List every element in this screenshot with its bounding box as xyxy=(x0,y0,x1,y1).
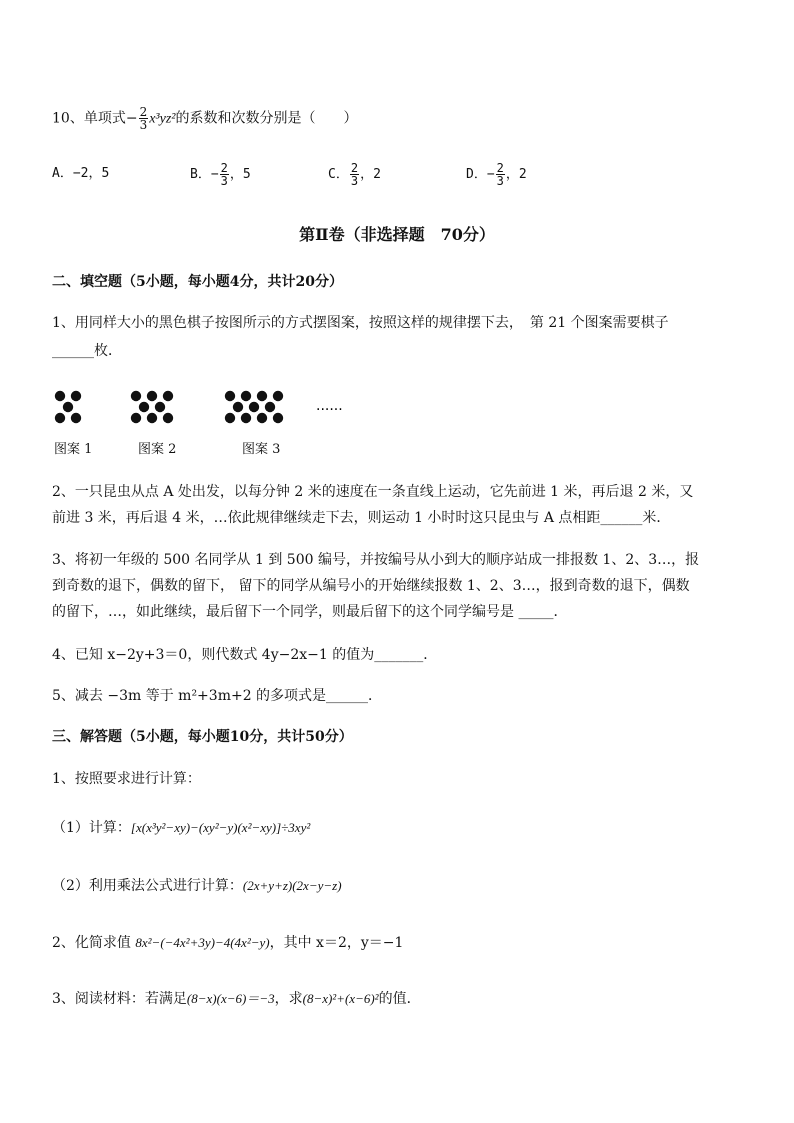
option-a: A．−2，5 xyxy=(52,166,110,181)
fill-q5: 5、减去 −3m 等于 m²+3m+2 的多项式是______． xyxy=(52,688,383,704)
solve-q1-part2-expression: (2x+y+z)(2x−y−z) xyxy=(242,878,342,893)
solve-q1-part2 xyxy=(52,876,342,896)
option-b: B．− $\frac{2}{3}$ ，5 xyxy=(190,161,251,188)
solve-q3-target: (8−x)²+(x−6)² xyxy=(302,991,379,1006)
pattern-2-dots xyxy=(131,391,173,423)
fill-q3-line2: 到奇数的退下，偶数的留下， 留下的同学从编号小的开始继续报数 1、2、3…，报到奇数的退下，偶数 xyxy=(52,578,690,594)
pattern-caption-3: 图案 3 xyxy=(242,442,281,457)
pattern-ellipsis: ······ xyxy=(316,402,343,418)
solve-q1-part1-label: （1）计算： xyxy=(52,820,131,836)
solve-q3-condition: (8−x)(x−6)＝−3 xyxy=(186,991,275,1006)
pattern-3-dots xyxy=(225,391,283,423)
fill-q1-line1: 1、用同样大小的黑色棋子按图所示的方式摆图案，按照这样的规律摆下去， 第 21 个图案需要棋子 xyxy=(52,315,669,331)
solve-q2-expression: 8x²−(−4x²+3y)−4(4x²−y) xyxy=(135,935,270,950)
fill-q3-line3: 的留下，…，如此继续，最后留下一个同学，则最后留下的这个同学编号是 _____． xyxy=(52,604,568,620)
part-2-title: 第Ⅱ卷（非选择题 70分） xyxy=(299,225,495,244)
solve-q1-part1-expression: [x(x³y²−xy)−(xy²−y)(x²−xy)]÷3xy² xyxy=(130,820,311,835)
solve-q2-label: 2、化简求值 xyxy=(52,935,131,951)
solve-q1: 1、按照要求进行计算： xyxy=(52,771,201,787)
fill-q2-line1: 2、一只昆虫从点 A 处出发，以每分钟 2 米的速度在一条直线上运动，它先前进 1 米，再后退 2 米，又 xyxy=(52,484,694,500)
question-10 xyxy=(52,106,357,131)
solve-q3-label: 3、阅读材料：若满足 xyxy=(52,991,187,1007)
solve-q3-mid: ，求 xyxy=(274,991,303,1007)
option-d: D．− $\frac{2}{3}$ ，2 xyxy=(466,161,527,188)
q10-suffix: 的系数和次数分别是（ ） xyxy=(175,110,358,127)
q10-prefix: 10、单项式 xyxy=(52,110,126,127)
q10-minus: − xyxy=(125,110,138,127)
q10-monomial: x³yz² xyxy=(149,111,176,127)
fill-q3-line1: 3、将初一年级的 500 名同学从 1 到 500 编号，并按编号从小到大的顺序站成一排报数 1、2、3…，报 xyxy=(52,552,700,568)
chess-pattern-figure xyxy=(40,384,400,434)
solve-q2-condition: ，其中 x＝2，y＝−1 xyxy=(269,935,404,951)
option-c: C． $\frac{2}{3}$ ，2 xyxy=(328,161,381,188)
q10-fraction: $\frac{2}{3}$ xyxy=(139,105,148,132)
fill-section-heading: 二、填空题（5小题，每小题4分，共计20分） xyxy=(52,274,343,290)
pattern-1-dots xyxy=(55,391,81,423)
solve-section-heading: 三、解答题（5小题，每小题10分，共计50分） xyxy=(52,729,353,745)
pattern-caption-2: 图案 2 xyxy=(138,442,177,457)
fill-q2-line2: 前进 3 米，再后退 4 米，…依此规律继续走下去，则运动 1 小时时这只昆虫与 A 点相距______米． xyxy=(52,510,671,526)
solve-q3 xyxy=(52,989,421,1009)
solve-q2 xyxy=(52,933,403,953)
solve-q3-tail: 的值． xyxy=(378,991,421,1007)
solve-q1-part2-label: （2）利用乘法公式进行计算： xyxy=(52,878,243,894)
solve-q1-part1 xyxy=(52,818,310,838)
pattern-caption-1: 图案 1 xyxy=(54,442,93,457)
fill-q1-line2: ______枚． xyxy=(52,343,122,359)
fill-q4: 4、已知 x−2y+3＝0，则代数式 4y−2x−1 的值为_______． xyxy=(52,647,438,663)
